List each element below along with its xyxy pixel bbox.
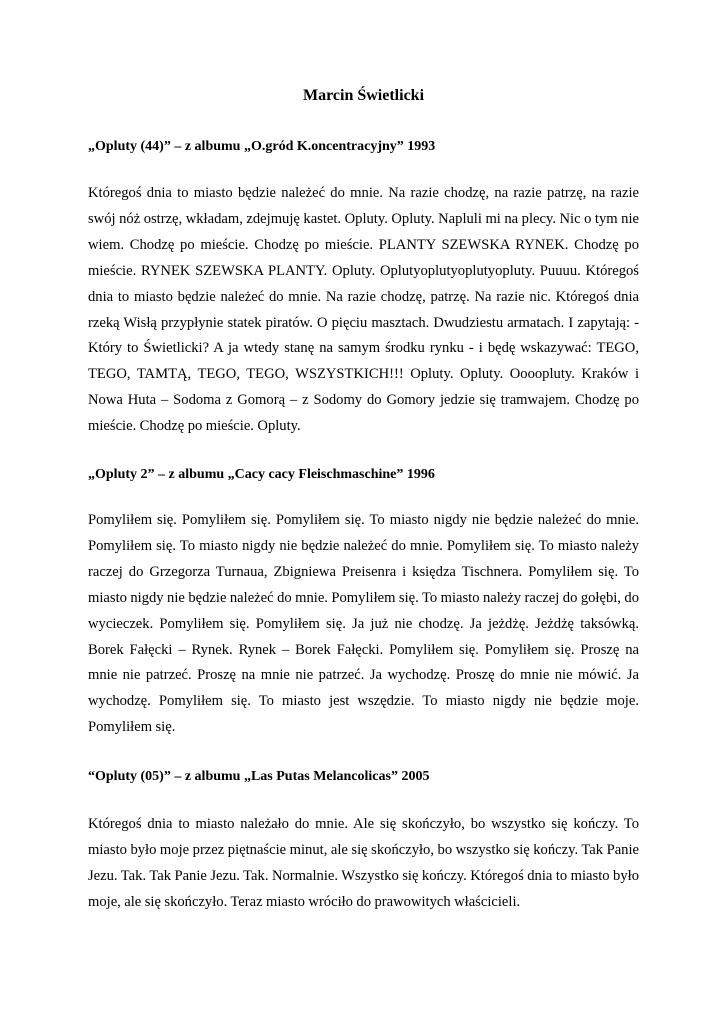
section-text-opluty-2: Pomyliłem się. Pomyliłem się. Pomyliłem się. To miasto nigdy nie będzie należeć do mnie. Pomyliłem się. To miasto nigdy nie będzie należeć do mnie. Pomyliłem się. To miasto należy raczej do Grzegorza Turnaua, Zbigniewa Preisenra i księdza Tischnera. Pomyliłem się. To miasto nigdy nie będzie należeć do mnie. Pomyliłem się. To miasto należy raczej do gołębi, do wycieczek. Pomyliłem się. Pomyliłem się. Ja już nie chodzę. Ja jeżdżę. Jeżdżę taksówką. Borek Fałęcki – Rynek. Rynek – Borek Fałęcki. Pomyliłem się. Pomyliłem się. Proszę na mnie nie patrzeć. Proszę na mnie nie patrzeć. Ja wychodzę. Proszę do mnie nie mówić. Ja wychodzę. Pomyliłem się. To miasto jest wszędzie. To miasto nigdy nie będzie moje. Pomyliłem się.: [88, 512, 639, 736]
section-heading-opluty-2: „Opluty 2” – z albumu „Cacy cacy Fleischmaschine” 1996: [88, 467, 435, 482]
section-text-opluty-44: Któregoś dnia to miasto będzie należeć do mnie. Na razie chodzę, na razie patrzę, na razie swój nóż ostrzę, wkładam, zdejmuję kastet. Opluty. Opluty. Napluli mi na plecy. Nic o tym nie wiem. Chodzę po mieście. Chodzę po mieście. PLANTY SZEWSKA RYNEK. Chodzę po mieście. RYNEK SZEWSKA PLANTY. Opluty. Oplutyoplutyoplutyopluty. Puuuu. Któregoś dnia to miasto będzie należeć do mnie. Na razie chodzę, patrzę. Na razie nic. Któregoś dnia rzeką Wisłą przypłynie statek piratów. O pięciu masztach. Dwudziestu armatach. I zapytają: - Który to Świetlicki? A ja wtedy stanę na samym środku rynku - i będę wskazywać: TEGO, TEGO, TAMTĄ, TEGO, TEGO, WSZYSTKICH!!! Opluty. Opluty. Oooopluty. Kraków i Nowa Huta – Sodoma z Gomorą – z Sodomy do Gomory jedzie się tramwajem. Chodzę po mieście. Chodzę po mieście. Opluty.: [88, 185, 639, 435]
section-heading-opluty-44: „Opluty (44)” – z albumu „O.gród K.oncentracyjny” 1993: [88, 139, 436, 154]
section-text-opluty-05: Któregoś dnia to miasto należało do mnie. Ale się skończyło, bo wszystko się kończy. To miasto było moje przez piętnaście minut, ale się skończyło, bo wszystko się kończy. Tak Panie Jezu. Tak. Tak Panie Jezu. Tak. Normalnie. Wszystko się kończy. Któregoś dnia to miasto było moje, ale się skończyło. Teraz miasto wróciło do prawowitych właścicieli.: [88, 816, 639, 910]
page-title: Marcin Świetlicki: [302, 87, 425, 104]
section-heading-opluty-05: “Opluty (05)” – z albumu „Las Putas Melancolicas” 2005: [88, 769, 430, 784]
